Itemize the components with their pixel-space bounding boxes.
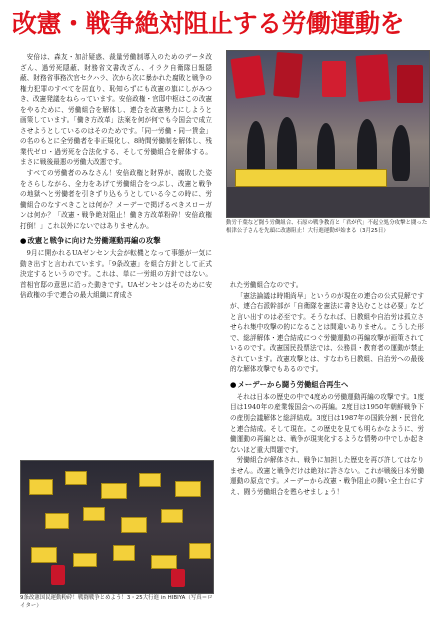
left-paragraph-1: 安倍は、森友・加計疑惑、裁量労働制導入のためのデータ改ざん、過労死隠蔽、財務省文書改ざん、イラク自衛隊日報隠蔽、財務省事務次官セクハラ、次から次に暴かれた腐敗と戦争の権力犯罪のすべてを居直り、恥知らずにも改憲の旗にしがみつき、改憲発議をねらっています。安倍政権・官邸中枢はこの改憲をやるために、労働組合を解体し、連合を改憲勢力にしようと画策しています。「働き方改革」法案を何が何でも今国会で成立させようとしているのはそのためです。「同一労働・同一賃金」の名のもとに全労働者を非正規化し、8時間労働制を解体し、残業代ゼロ・過労死を合法化する、そして労働組合を解体する。まさに戦後最悪の労働大改悪です。 bbox=[20, 53, 212, 167]
left-column bbox=[20, 52, 212, 301]
photo-rally-bottom bbox=[20, 460, 214, 594]
bullet-icon: ● bbox=[230, 379, 237, 389]
right-paragraph-2: 「憲法論議は時期尚早」というのが現在の連合の公式見解ですが、連合右派幹部が「自衛隊を憲法に書き込むことは必要」などと言い出すのは必至です。そうなれば、日教組や自治労は孤立させられ集中攻撃の的になることは間違いありません。こうした形で、総評解体・連合結成につぐ労働運動の再編攻撃が画策されているのです。改憲国民投票法では、公務員・教育者の運動が禁止されています。改憲攻撃とは、すなわち日教組、自治労への最後的な解体攻撃でもあるのです。 bbox=[230, 291, 424, 374]
section-heading-realignment: ●改憲と戦争に向けた労働運動再編の攻撃 bbox=[20, 236, 161, 246]
photo-caption-top: 動労千葉など闘う労働組合、石原の戦争教育と「君が代」不起立処分攻撃と闘った根津公子さんを先頭に改憲阻止！大行進運動が始まる（3月25日） bbox=[226, 220, 428, 234]
right-column bbox=[230, 280, 424, 497]
right-paragraph-1: れた労働組合なのです。 bbox=[230, 281, 303, 289]
right-paragraph-3: それは日本の歴史の中で4度めの労働運動再編の攻撃です。1度目は1940年の産業報国会への再編。2度目は1950年朝鮮戦争下の産別会議解体と総評結成。3度目は1987年の国鉄分割・民営化と連合結成。そして現在。この歴史を見ても明らかなように、労働運動の再編とは、戦争が現実化するような情勢の中でしか起きないほど重大問題です。 bbox=[230, 392, 424, 454]
banner bbox=[235, 169, 387, 187]
headline: 改憲・戦争絶対阻止する労働運動を bbox=[12, 9, 405, 38]
left-paragraph-2: すべての労働者のみなさん！安倍政権と財界が、腐敗した姿をさらしながら、全力をあげて労働組合をつぶし、改憲と戦争の地獄へと労働者を引きずり込もうとしている今この時に、労働組合のなすべきことは何か？メーデーで掲げるべきスローガンは何か？「改憲・戦争絶対阻止！働き方改革粉砕！安倍政権打倒！」これ以外にないではありませんか。 bbox=[20, 169, 212, 230]
photo-demonstration-top bbox=[226, 50, 430, 218]
bullet-icon: ● bbox=[20, 236, 27, 246]
section-heading-mayday: ●メーデーから闘う労働組合再生へ bbox=[230, 379, 349, 389]
left-paragraph-3: 9月に開かれるUAゼンセン大会が転機となって事態が一気に動き出すと言われています。「9条改憲」を組合方針として正式決定するというのです。これは、単に一労組の方針ではない。首相官邸の意思に沿った動きです。UAゼンセンはそのために安倍政権の手で連合の最大組織に育成さ bbox=[20, 249, 212, 300]
right-paragraph-4: 労働組合が解体され、戦争に加担した歴史を再び許してはなりません。改憲と戦争だけは絶対に許さない。これが戦後日本労働運動の原点です。メーデーから改憲・戦争阻止の闘い全土台にすえ、闘う労働組合を甦らせましょう！ bbox=[230, 456, 424, 496]
photo-caption-bottom: 9条改憲国民運動粉砕！戦闘戦争とめよう！3・25大行進 in HIBIYA（写真＝ロイター） bbox=[20, 595, 213, 609]
